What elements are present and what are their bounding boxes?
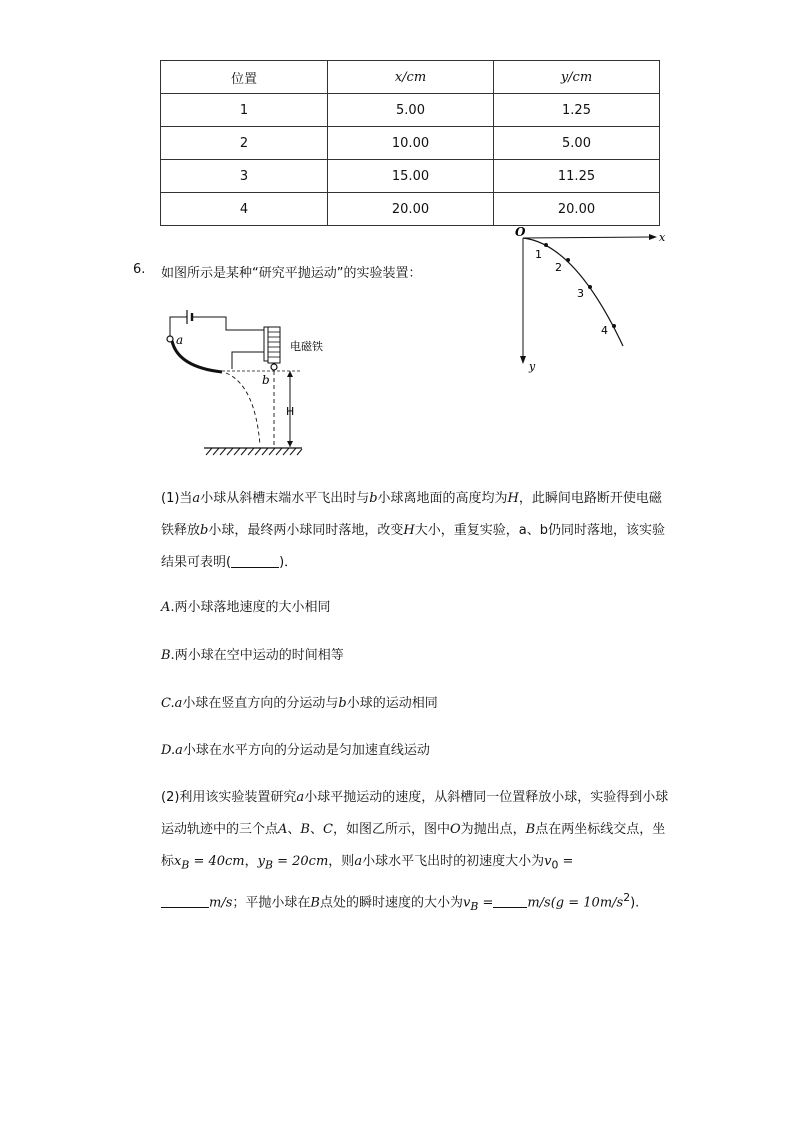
apparatus-diagram bbox=[160, 305, 360, 460]
answer-blank-2[interactable] bbox=[161, 893, 209, 908]
ground-hatching bbox=[206, 448, 302, 455]
table-cell: 5.00 bbox=[494, 127, 660, 160]
text-span: ， bbox=[244, 854, 258, 869]
text-span: )． bbox=[279, 555, 298, 570]
text-span: 小球平抛运动的速度，从斜槽同一位置释放小球，实验得到小球运动轨迹中的三个点 bbox=[161, 790, 669, 837]
trajectory-point bbox=[612, 324, 616, 328]
eq-text: = bbox=[558, 854, 574, 869]
y-axis-label: y bbox=[529, 360, 536, 373]
text-span: ；平抛小球在 bbox=[232, 894, 311, 910]
point-label: 1 bbox=[535, 248, 542, 261]
trajectory-point bbox=[566, 258, 570, 262]
table-header: 位置 bbox=[161, 61, 328, 94]
table-cell: 2 bbox=[161, 127, 328, 160]
text-span: 大小，重复实验， bbox=[414, 523, 519, 538]
table-cell: 10.00 bbox=[328, 127, 494, 160]
table-cell: 20.00 bbox=[328, 193, 494, 226]
option-var: b bbox=[338, 696, 347, 711]
var-b: b bbox=[200, 523, 209, 538]
var-H: H bbox=[507, 491, 519, 506]
height-arrow-down bbox=[287, 441, 293, 447]
answer-blank-1[interactable] bbox=[231, 553, 279, 568]
eq-var-v: v bbox=[462, 894, 471, 910]
text-span: 点处的瞬时速度的大小为 bbox=[319, 894, 463, 910]
text-span: 小球，最终两小球同时落地，改变 bbox=[208, 523, 404, 538]
var-a: a bbox=[296, 790, 305, 805]
table-cell: 15.00 bbox=[328, 160, 494, 193]
point-label: 2 bbox=[555, 261, 562, 274]
x-axis-label: x bbox=[659, 231, 666, 244]
table-cell: 1.25 bbox=[494, 94, 660, 127]
option-letter: B. bbox=[161, 648, 175, 663]
var-a: a bbox=[518, 523, 527, 538]
unit: m/s(g = 10m/s bbox=[527, 894, 624, 910]
eq-sub: B bbox=[470, 899, 479, 913]
option-letter: C. bbox=[161, 696, 175, 711]
option-text: 小球的运动相同 bbox=[346, 696, 438, 711]
text-span: 为抛出点， bbox=[460, 822, 526, 837]
trajectory-point bbox=[544, 243, 548, 247]
table-header-row bbox=[161, 61, 660, 94]
x-axis bbox=[523, 237, 649, 238]
y-axis-arrow bbox=[520, 356, 526, 364]
text-span: ). bbox=[630, 894, 640, 910]
trajectory-point bbox=[588, 285, 592, 289]
trajectory-a-dashed bbox=[226, 373, 260, 445]
table-row bbox=[161, 127, 660, 160]
text-span: (1)当 bbox=[161, 491, 193, 506]
var-B: B bbox=[300, 822, 310, 837]
table-cell: 20.00 bbox=[494, 193, 660, 226]
eq-sup: 2 bbox=[623, 890, 631, 904]
eq-var-v: v bbox=[544, 854, 552, 869]
text-span: 小球水平飞出时的初速度大小为 bbox=[362, 854, 545, 869]
var-H: H bbox=[403, 523, 415, 538]
text-span: (2)利用该实验装置研究 bbox=[161, 790, 297, 805]
table-cell: 1 bbox=[161, 94, 328, 127]
table-row bbox=[161, 160, 660, 193]
part2-text bbox=[161, 782, 671, 923]
text-span: 、 bbox=[309, 822, 323, 837]
text-span: 仍同时落地，该实验结果可表明( bbox=[161, 523, 665, 570]
option-d bbox=[161, 741, 430, 761]
table-cell: 4 bbox=[161, 193, 328, 226]
option-a bbox=[161, 598, 331, 618]
eq-sub: 0 bbox=[551, 858, 559, 872]
var-B: B bbox=[310, 894, 320, 910]
x-axis-arrow bbox=[649, 234, 657, 240]
var-a: a bbox=[354, 854, 363, 869]
height-arrow-up bbox=[287, 371, 293, 377]
option-letter: A. bbox=[161, 600, 175, 615]
point-label: 4 bbox=[601, 324, 608, 337]
circuit-wire bbox=[232, 352, 268, 369]
eq-var-x: x bbox=[174, 854, 182, 869]
circuit-wire bbox=[192, 317, 268, 330]
ball-a bbox=[167, 336, 173, 342]
text-span: ，则 bbox=[328, 854, 355, 869]
option-c bbox=[161, 694, 438, 714]
option-var: a bbox=[175, 743, 183, 758]
var-b: b bbox=[369, 491, 378, 506]
var-O: O bbox=[449, 822, 461, 837]
var-A: A bbox=[278, 822, 288, 837]
option-text: 小球在竖直方向的分运动与 bbox=[182, 696, 339, 711]
data-table bbox=[160, 60, 660, 226]
eq-text: = 40cm bbox=[189, 854, 245, 869]
text-span: 小球离地面的高度均为 bbox=[377, 491, 508, 506]
eq-sub: B bbox=[265, 858, 273, 872]
ball-b-label: b bbox=[262, 373, 270, 387]
eq-sub: B bbox=[181, 858, 190, 872]
point-label: 3 bbox=[577, 287, 584, 300]
table-header: x/cm bbox=[328, 61, 494, 94]
electromagnet-label: 电磁铁 bbox=[290, 340, 323, 353]
option-letter: D. bbox=[161, 743, 176, 758]
ball-b bbox=[271, 364, 277, 370]
var-a: a bbox=[192, 491, 201, 506]
part1-text bbox=[161, 483, 671, 579]
text-span: ，如图乙所示，图中 bbox=[332, 822, 450, 837]
trajectory-graph bbox=[505, 220, 675, 380]
var-b: b bbox=[539, 523, 548, 538]
option-var: a bbox=[174, 696, 183, 711]
eq-text: = 20cm bbox=[272, 854, 329, 869]
unit: m/s bbox=[209, 894, 233, 910]
ball-a-label: a bbox=[176, 333, 184, 347]
table-cell: 11.25 bbox=[494, 160, 660, 193]
var-B: B bbox=[525, 822, 536, 837]
text-span: 、 bbox=[526, 523, 540, 538]
table-cell: 3 bbox=[161, 160, 328, 193]
table-row bbox=[161, 94, 660, 127]
option-text: 小球在水平方向的分运动是匀加速直线运动 bbox=[182, 743, 430, 758]
text-span: ，此瞬间电路断开使电磁铁释放 bbox=[161, 491, 662, 538]
table-header: y/cm bbox=[494, 61, 660, 94]
answer-blank-3[interactable] bbox=[493, 893, 527, 908]
text-span: 小球从斜槽末端水平飞出时与 bbox=[200, 491, 370, 506]
text-span: 、 bbox=[287, 822, 301, 837]
question-number: 6. bbox=[133, 262, 146, 277]
text-span: 点在两坐标线交点，坐标 bbox=[161, 822, 666, 869]
table-cell: 5.00 bbox=[328, 94, 494, 127]
origin-label: O bbox=[515, 225, 526, 239]
height-label: H bbox=[286, 405, 295, 418]
option-text: 两小球在空中运动的时间相等 bbox=[174, 648, 344, 663]
option-b bbox=[161, 646, 344, 666]
option-text: 两小球落地速度的大小相同 bbox=[174, 600, 331, 615]
var-C: C bbox=[323, 822, 333, 837]
eq-var-y: y bbox=[257, 854, 266, 869]
eq-text: = bbox=[478, 894, 494, 910]
question-title: 如图所示是某种“研究平抛运动”的实验装置： bbox=[161, 266, 422, 281]
